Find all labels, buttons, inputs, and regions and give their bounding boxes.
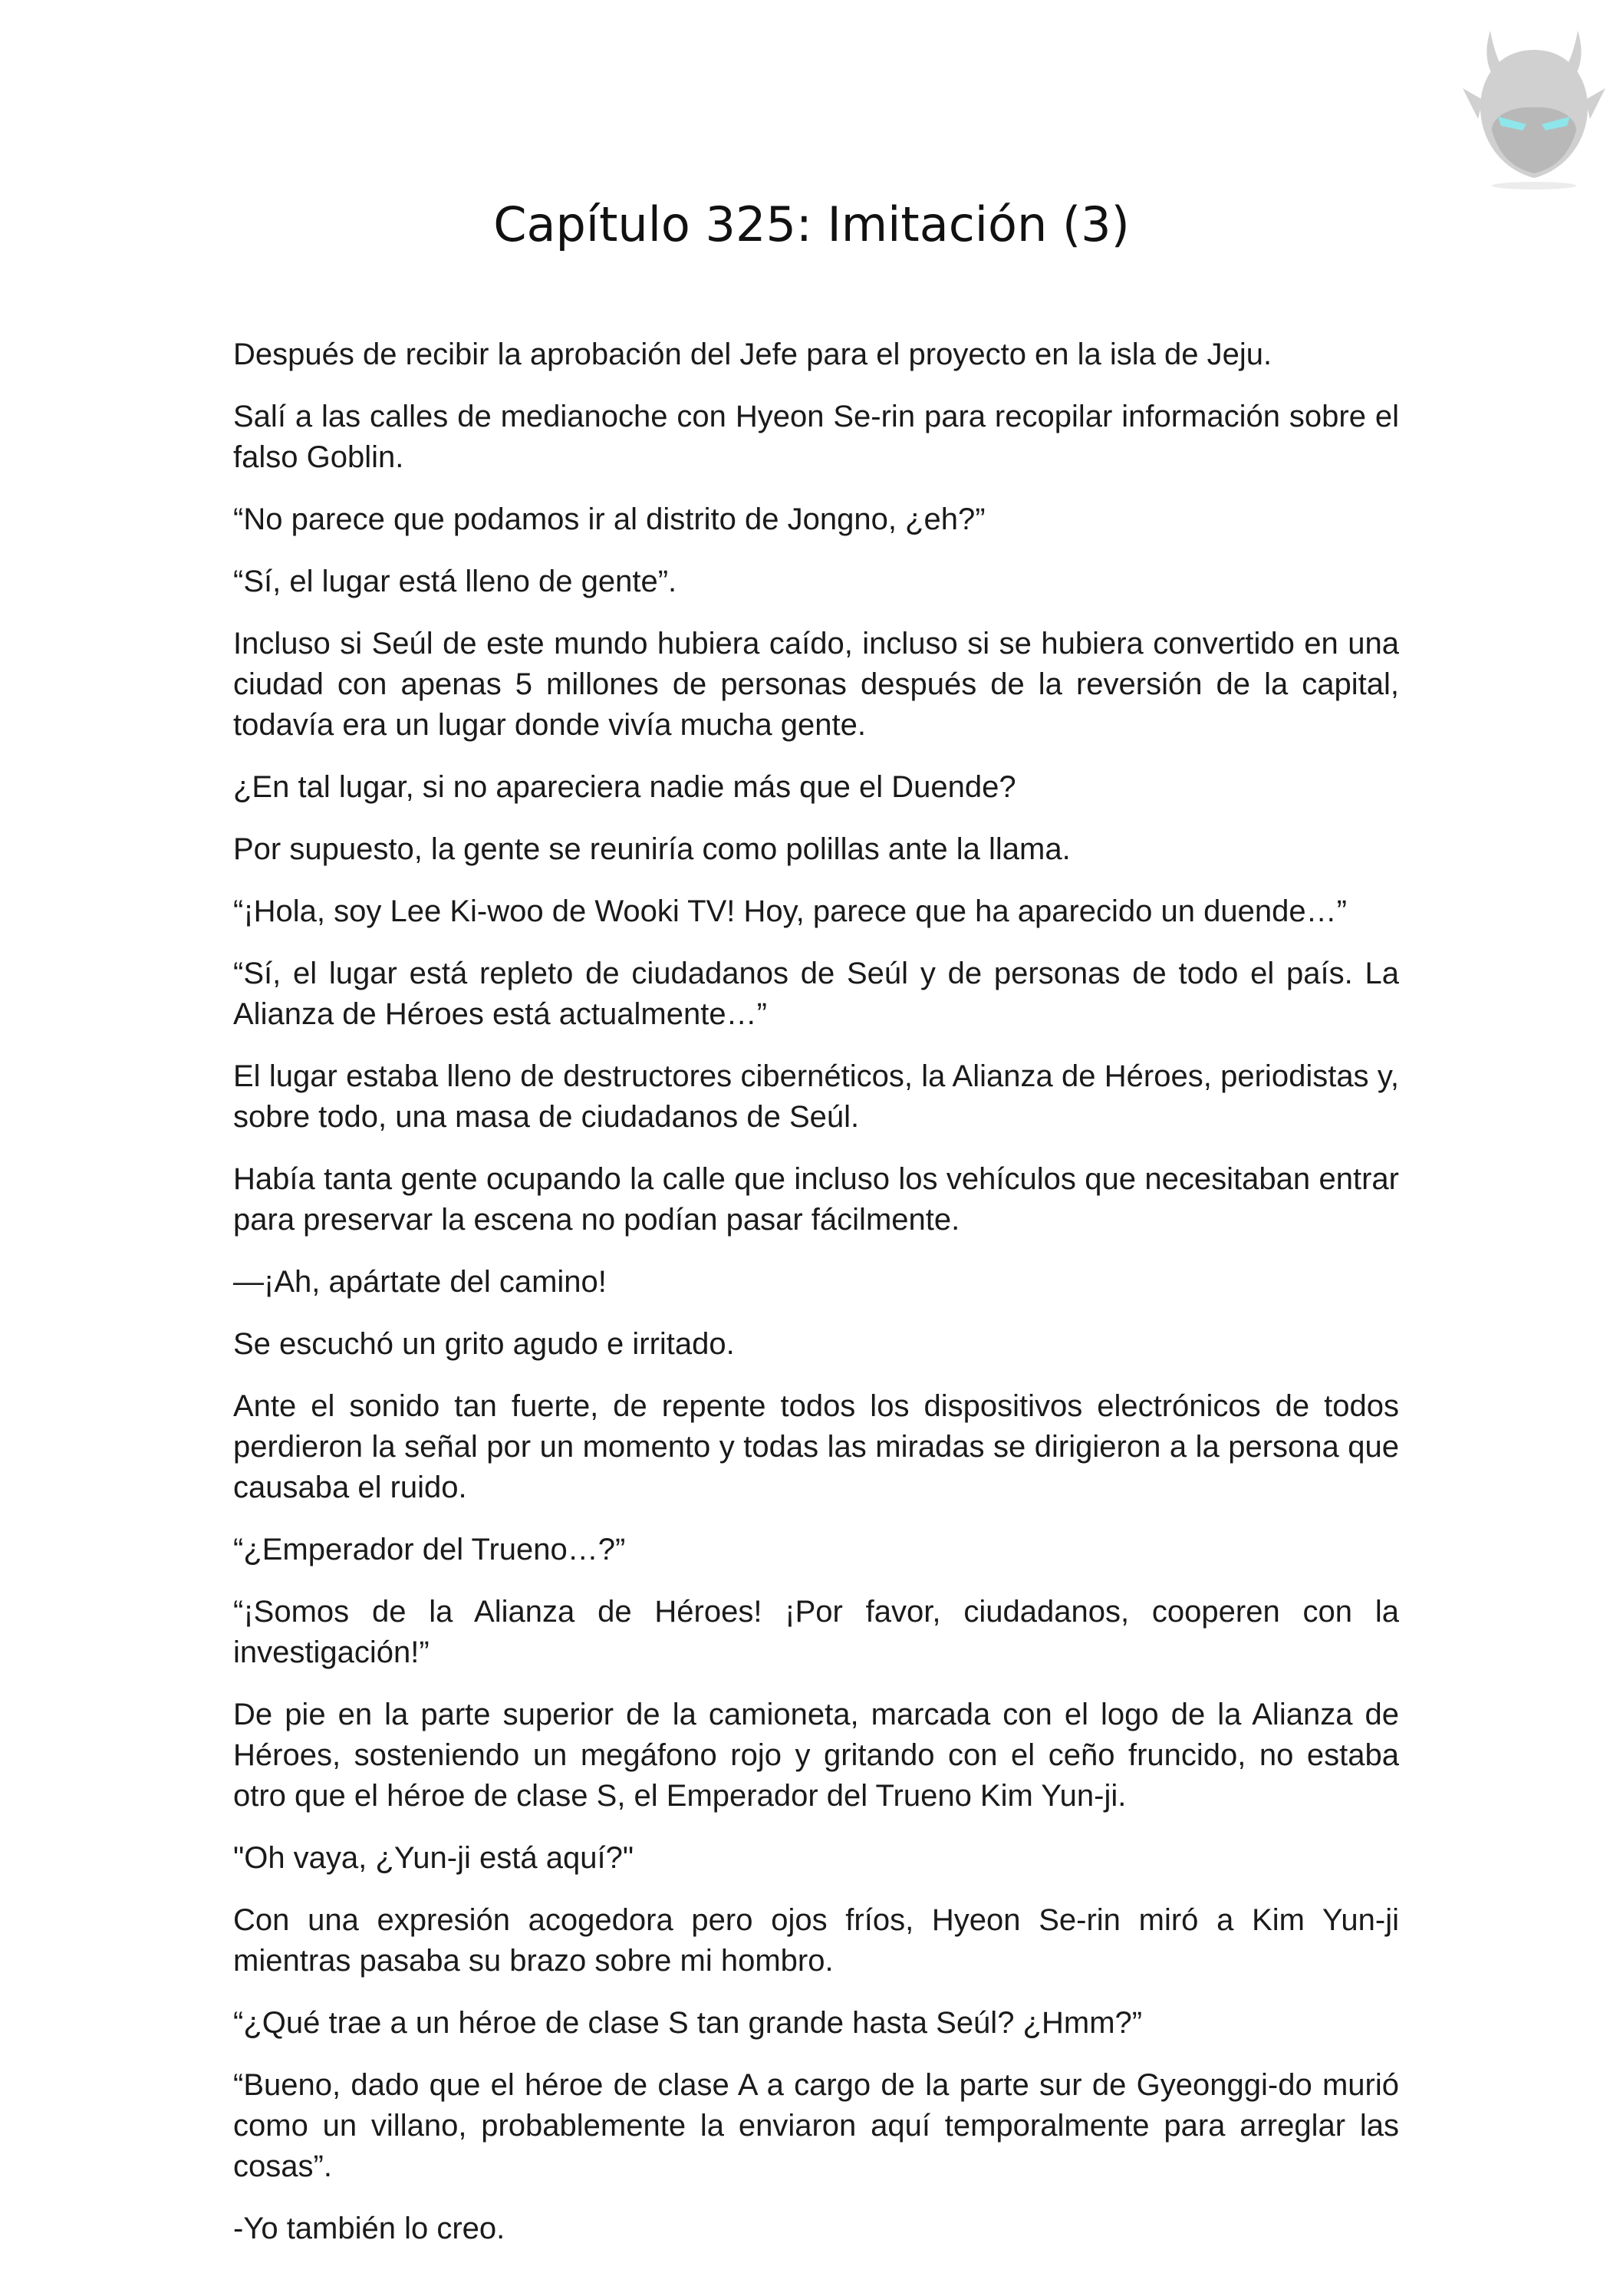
paragraph: El lugar estaba lleno de destructores cibernéticos, la Alianza de Héroes, periodistas y, sobre todo, una masa de ciudadanos de Seúl. <box>233 1059 1399 1134</box>
paragraph: ¿En tal lugar, si no apareciera nadie más que el Duende? <box>233 770 1016 804</box>
paragraph: “Sí, el lugar está lleno de gente”. <box>233 565 677 598</box>
paragraph: Por supuesto, la gente se reuniría como polillas ante la llama. <box>233 832 1071 866</box>
paragraph: Con una expresión acogedora pero ojos fríos, Hyeon Se-rin miró a Kim Yun-ji mientras pasaba su brazo sobre mi hombro. <box>233 1903 1399 1978</box>
paragraph: Ante el sonido tan fuerte, de repente todos los dispositivos electrónicos de todos perdieron la señal por un momento y todas las miradas se dirigieron a la persona que causaba el ruido. <box>233 1389 1399 1504</box>
paragraph: De pie en la parte superior de la camioneta, marcada con el logo de la Alianza de Héroes, sosteniendo un megáfono rojo y gritando con el ceño fruncido, no estaba otro que el héroe de clase S, el Emperador del Trueno Kim Yun-ji. <box>233 1698 1399 1813</box>
chapter-body <box>233 334 1399 2271</box>
paragraph: Se escuchó un grito agudo e irritado. <box>233 1327 735 1361</box>
paragraph: -Yo también lo creo. <box>233 2212 505 2245</box>
paragraph: “¿Qué trae a un héroe de clase S tan grande hasta Seúl? ¿Hmm?” <box>233 2006 1143 2040</box>
paragraph: “No parece que podamos ir al distrito de Jongno, ¿eh?” <box>233 502 986 536</box>
paragraph: Salí a las calles de medianoche con Hyeon Se-rin para recopilar información sobre el falso Goblin. <box>233 400 1399 474</box>
paragraph: "Oh vaya, ¿Yun-ji está aquí?" <box>233 1841 634 1875</box>
paragraph: “¿Emperador del Trueno…?” <box>233 1533 626 1566</box>
paragraph: “¡Hola, soy Lee Ki-woo de Wooki TV! Hoy, parece que ha aparecido un duende…” <box>233 894 1347 928</box>
paragraph: Después de recibir la aprobación del Jefe para el proyecto en la isla de Jeju. <box>233 338 1272 371</box>
demon-head-logo-icon <box>1461 15 1607 192</box>
paragraph: —¡Ah, apártate del camino! <box>233 1265 607 1299</box>
paragraph: Había tanta gente ocupando la calle que incluso los vehículos que necesitaban entrar para preservar la escena no podían pasar fácilmente. <box>233 1162 1399 1237</box>
paragraph: Incluso si Seúl de este mundo hubiera caído, incluso si se hubiera convertido en una ciudad con apenas 5 millones de personas después de la reversión de la capital, todavía era un lugar donde vivía mucha gente. <box>233 627 1399 742</box>
paragraph: “Bueno, dado que el héroe de clase A a cargo de la parte sur de Gyeonggi-do murió como un villano, probablemente la enviaron aquí temporalmente para arreglar las cosas”. <box>233 2068 1399 2183</box>
paragraph: “Sí, el lugar está repleto de ciudadanos de Seúl y de personas de todo el país. La Alianza de Héroes está actualmente…” <box>233 957 1399 1031</box>
paragraph: “¡Somos de la Alianza de Héroes! ¡Por favor, ciudadanos, cooperen con la investigación!” <box>233 1595 1399 1669</box>
page-title: Capítulo 325: Imitación (3) <box>493 196 1130 252</box>
